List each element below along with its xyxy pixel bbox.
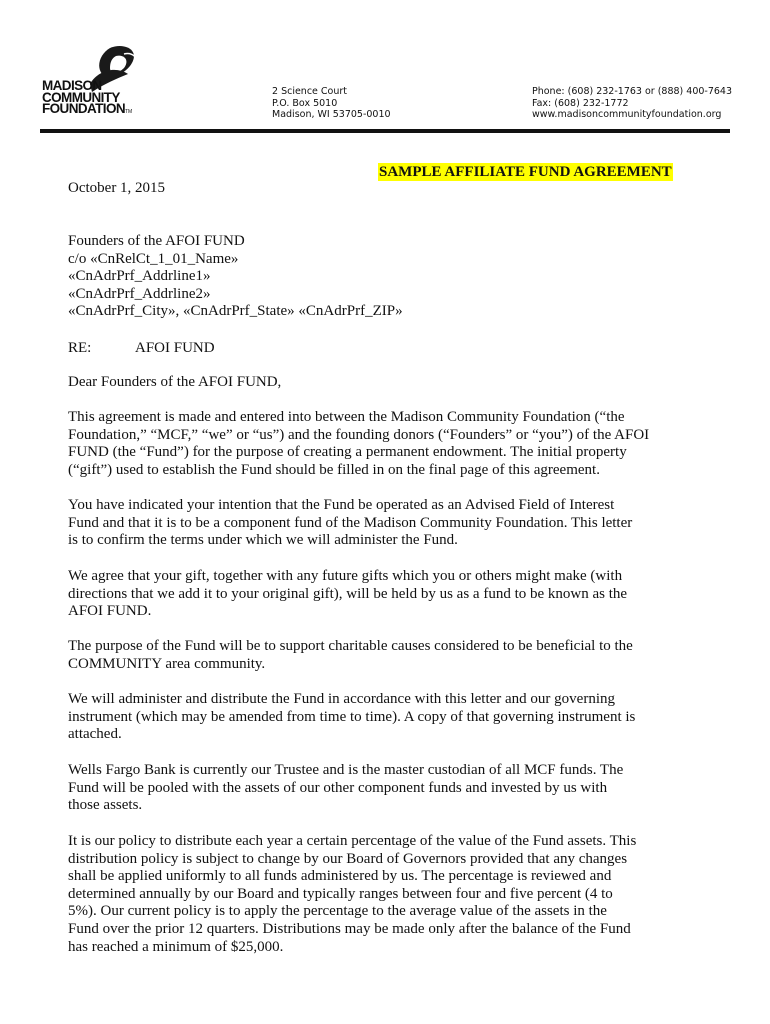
paragraph-7 xyxy=(68,833,708,956)
phone-line: Phone: (608) 232-1763 or (888) 400-7643 xyxy=(532,86,733,97)
letterhead-address xyxy=(272,86,391,121)
paragraph-line: instrument (which may be amended from time to time). A copy of that governing instrument is xyxy=(68,708,636,725)
website-line: www.madisoncommunityfoundation.org xyxy=(532,109,722,120)
paragraph-5 xyxy=(68,691,708,744)
paragraph-line: The purpose of the Fund will be to support charitable causes considered to be beneficial to the xyxy=(68,638,633,654)
paragraph-line: AFOI FUND. xyxy=(68,603,152,620)
paragraph-line: attached. xyxy=(68,726,122,743)
foundation-logo xyxy=(42,44,162,120)
recipient-line: «CnAdrPrf_Addrline2» xyxy=(68,285,211,302)
paragraph-line: determined annually by our Board and typically ranges between four and five percent (4 to xyxy=(68,885,613,902)
paragraph-line: It is our policy to distribute each year a certain percentage of the value of the Fund assets. This xyxy=(68,833,637,849)
recipient-line: c/o «CnRelCt_1_01_Name» xyxy=(68,250,239,267)
paragraph-4 xyxy=(68,638,708,673)
paragraph-2 xyxy=(68,497,708,550)
recipient-line: «CnAdrPrf_City», «CnAdrPrf_State» «CnAdrPrf_ZIP» xyxy=(68,303,403,319)
paragraph-line: We agree that your gift, together with any future gifts which you or others might make (with xyxy=(68,568,623,584)
paragraph-line: FUND (the “Fund”) for the purpose of creating a permanent endowment. The initial property xyxy=(68,444,627,461)
paragraph-line: is to confirm the terms under which we will administer the Fund. xyxy=(68,532,458,549)
recipient-line: Founders of the AFOI FUND xyxy=(68,233,245,249)
paragraph-line: 5%). Our current policy is to apply the percentage to the average value of the assets in the xyxy=(68,903,607,920)
paragraph-line: COMMUNITY area community. xyxy=(68,655,266,672)
paragraph-line: This agreement is made and entered into between the Madison Community Foundation (“the xyxy=(68,409,625,425)
salutation: Dear Founders of the AFOI FUND, xyxy=(68,374,282,390)
paragraph-line: Fund and that it is to be a component fund of the Madison Community Foundation. This letter xyxy=(68,514,633,531)
address-line: Madison, WI 53705-0010 xyxy=(272,109,391,120)
paragraph-line: distribution policy is subject to change by our Board of Governors provided that any changes xyxy=(68,850,628,867)
letterhead-divider xyxy=(40,129,730,133)
letterhead-contact xyxy=(532,86,732,121)
recipient-address xyxy=(68,233,403,321)
paragraph-line: Foundation,” “MCF,” “we” or “us”) and the founding donors (“Founders” or “you”) of the AFOI xyxy=(68,426,650,443)
logo-line-1: MADISON xyxy=(42,78,102,93)
foundation-logo-wordmark xyxy=(42,80,132,119)
document-title: SAMPLE AFFILIATE FUND AGREEMENT xyxy=(379,164,672,180)
paragraph-line: directions that we add it to your original gift), will be held by us as a fund to be known as the xyxy=(68,585,628,602)
paragraph-line: Fund will be pooled with the assets of our other component funds and invested by us with xyxy=(68,779,608,796)
re-label: RE: xyxy=(68,340,92,356)
paragraph-line: shall be applied uniformly to all funds administered by us. The percentage is reviewed and xyxy=(68,868,612,885)
re-value: AFOI FUND xyxy=(135,340,215,356)
fax-line: Fax: (608) 232-1772 xyxy=(532,97,629,109)
recipient-line: «CnAdrPrf_Addrline1» xyxy=(68,268,211,284)
paragraph-line: We will administer and distribute the Fund in accordance with this letter and our governing xyxy=(68,691,615,707)
letter-date: October 1, 2015 xyxy=(68,180,166,196)
paragraph-line: You have indicated your intention that the Fund be operated as an Advised Field of Interest xyxy=(68,497,615,513)
logo-line-2: COMMUNITY xyxy=(42,89,120,105)
paragraph-3 xyxy=(68,568,708,621)
trademark-mark: TM xyxy=(125,109,133,115)
paragraph-line: those assets. xyxy=(68,797,143,814)
logo-line-3: FOUNDATION xyxy=(42,101,125,116)
paragraph-line: (“gift”) used to establish the Fund should be filled in on the final page of this agreement. xyxy=(68,461,600,478)
paragraph-line: Wells Fargo Bank is currently our Trustee and is the master custodian of all MCF funds. The xyxy=(68,762,624,778)
paragraph-1 xyxy=(68,409,708,479)
address-line: P.O. Box 5010 xyxy=(272,97,338,109)
paragraph-line: has reached a minimum of $25,000. xyxy=(68,938,284,955)
subject-line xyxy=(68,340,215,357)
paragraph-line: Fund over the prior 12 quarters. Distributions may be made only after the balance of the Fund xyxy=(68,920,631,937)
paragraph-6 xyxy=(68,762,708,815)
address-line: 2 Science Court xyxy=(272,86,348,97)
